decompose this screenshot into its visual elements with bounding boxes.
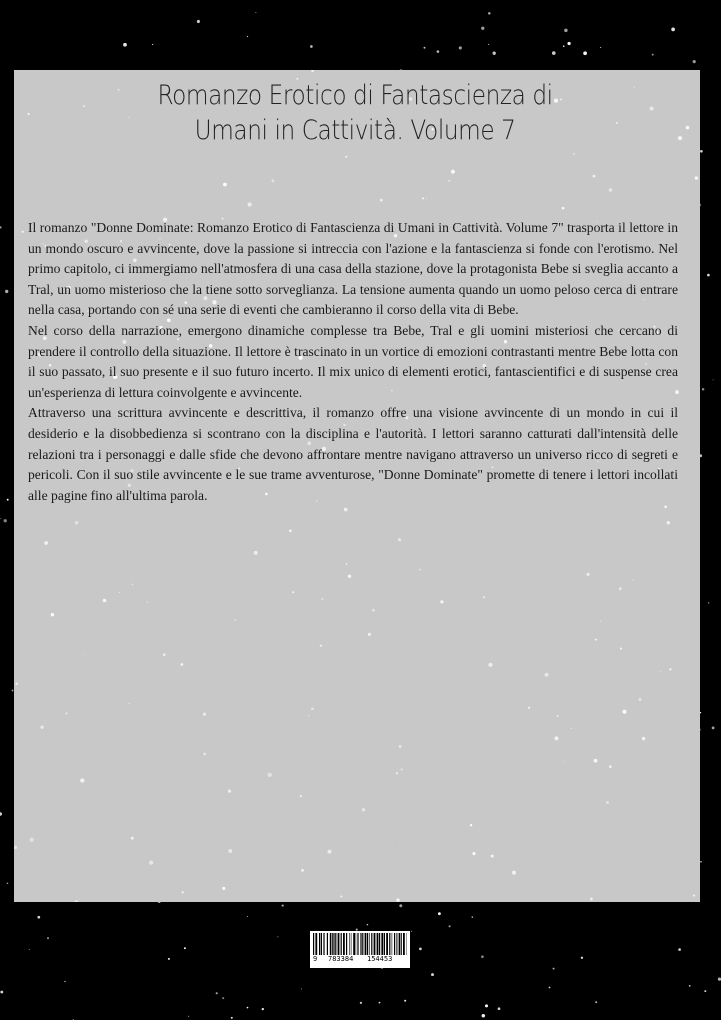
star-speck: [132, 584, 134, 586]
star-speck: [75, 521, 79, 525]
star-speck: [300, 795, 302, 797]
star-speck: [563, 45, 565, 47]
star-speck: [552, 51, 556, 55]
star-speck: [609, 188, 613, 192]
star-speck: [367, 924, 369, 926]
star-speck: [254, 551, 258, 555]
star-speck: [75, 900, 78, 902]
star-speck: [0, 226, 2, 228]
star-speck: [671, 28, 675, 32]
barcode-bar: [399, 933, 400, 955]
star-speck: [340, 896, 342, 898]
star-speck: [29, 949, 30, 950]
star-speck: [622, 710, 626, 714]
star-speck: [712, 726, 715, 729]
star-speck: [564, 29, 567, 32]
star-speck: [344, 508, 348, 512]
barcode-bar: [313, 933, 314, 955]
star-speck: [488, 44, 489, 45]
star-speck: [689, 985, 691, 987]
barcode-bars: [313, 933, 407, 955]
star-speck: [600, 47, 601, 48]
star-speck: [419, 948, 422, 951]
star-speck: [345, 156, 347, 158]
star-speck: [639, 698, 642, 701]
star-speck: [223, 183, 227, 187]
star-speck: [64, 981, 65, 982]
star-speck: [554, 736, 558, 740]
star-speck: [549, 987, 551, 989]
star-speck: [311, 707, 314, 710]
star-speck: [380, 199, 383, 202]
star-speck: [277, 936, 278, 937]
star-speck: [222, 997, 224, 999]
star-speck: [595, 1001, 597, 1003]
star-speck: [348, 575, 351, 578]
star-speck: [30, 838, 34, 842]
barcode-digit-group-1: 783384: [328, 955, 354, 963]
star-speck: [301, 869, 304, 872]
star-speck: [587, 573, 590, 576]
title-line-1: Romanzo Erotico di Fantascienza di: [157, 80, 553, 111]
star-speck: [419, 569, 421, 571]
barcode-bar: [362, 933, 363, 955]
star-speck: [247, 916, 248, 917]
star-speck: [667, 521, 671, 525]
barcode-bar: [386, 933, 388, 955]
star-speck: [448, 180, 450, 182]
barcode-bar: [353, 933, 355, 955]
star-speck: [131, 837, 134, 840]
star-speck: [498, 1007, 501, 1010]
star-speck: [262, 1008, 264, 1010]
star-speck: [593, 175, 596, 178]
description-paragraph-3: Attraverso una scrittura avvincente e descrittiva, il romanzo offre una visione avvincente di un mondo in cui il desiderio e la disobbedienza si scontrano con la disciplina e l'autorità. I lettori saranno catturati dall'intensità delle relazioni tra i personaggi e dalle sfide che devono affrontare mentre navigano attraverso un universo ricco di segreti e pericoli. Con il suo stile avvincente e le sue trame avventurose, "Donne Dominate" promette di tenere i lettori incollati alle pagine fino all'ultima parola.: [28, 405, 678, 503]
star-speck: [168, 958, 170, 960]
barcode-bar: [384, 933, 385, 955]
isbn-barcode: [310, 931, 410, 968]
star-speck: [606, 801, 609, 804]
star-speck: [203, 713, 206, 716]
star-speck: [595, 639, 597, 641]
star-speck: [440, 600, 443, 603]
barcode-bar: [321, 933, 322, 955]
star-speck: [80, 778, 84, 782]
star-speck: [562, 207, 565, 210]
star-speck: [182, 891, 184, 893]
star-speck: [702, 388, 705, 391]
star-speck: [485, 1004, 488, 1007]
star-speck: [308, 715, 309, 716]
star-speck: [310, 45, 313, 48]
star-speck: [228, 789, 231, 792]
star-speck: [512, 871, 516, 875]
barcode-bar: [333, 933, 334, 955]
barcode-bar: [315, 933, 317, 955]
star-speck: [609, 765, 612, 768]
barcode-bar: [324, 933, 325, 955]
star-speck: [482, 1014, 485, 1017]
star-speck: [346, 563, 348, 565]
barcode-bar: [351, 933, 352, 955]
star-speck: [695, 176, 698, 179]
star-speck: [149, 861, 153, 865]
barcode-bar: [357, 933, 358, 955]
star-speck: [650, 107, 654, 111]
star-speck: [360, 1002, 362, 1004]
star-speck: [372, 609, 375, 612]
star-speck: [216, 992, 218, 994]
barcode-bar: [396, 933, 397, 955]
star-speck: [567, 42, 570, 45]
star-speck: [301, 988, 302, 989]
star-speck: [4, 519, 7, 522]
star-speck: [493, 52, 496, 55]
star-speck: [362, 808, 365, 811]
star-speck: [422, 197, 424, 199]
star-speck: [700, 861, 702, 863]
star-speck: [581, 957, 583, 959]
star-speck: [152, 44, 153, 45]
barcode-bar: [401, 933, 402, 955]
barcode-bar: [341, 933, 342, 955]
barcode-bar: [323, 933, 324, 955]
barcode-bar: [360, 933, 361, 955]
book-description: [28, 218, 678, 506]
star-speck: [491, 855, 494, 858]
star-speck: [203, 753, 206, 756]
star-speck: [5, 290, 8, 293]
star-speck: [451, 170, 455, 174]
star-speck: [368, 633, 371, 636]
star-speck: [0, 812, 2, 816]
star-speck: [14, 846, 17, 850]
star-speck: [103, 599, 107, 603]
star-speck: [437, 50, 440, 53]
star-speck: [669, 668, 671, 670]
star-speck: [235, 619, 236, 620]
star-speck: [222, 887, 225, 890]
star-speck: [483, 596, 485, 598]
star-speck: [583, 51, 587, 55]
star-speck: [123, 43, 127, 47]
star-speck: [553, 968, 555, 970]
star-speck: [632, 580, 633, 581]
barcode-bar: [332, 933, 333, 955]
star-speck: [129, 703, 130, 704]
barcode-bar: [319, 933, 320, 955]
star-speck: [590, 898, 593, 901]
barcode-bar: [335, 933, 336, 955]
barcode-bar: [392, 933, 393, 955]
star-speck: [228, 849, 232, 853]
star-speck: [47, 937, 49, 939]
star-speck: [188, 1016, 189, 1017]
star-speck: [700, 712, 701, 713]
star-speck: [481, 955, 484, 958]
barcode-bar: [374, 933, 376, 955]
description-paragraph-1: Il romanzo "Donne Dominate: Romanzo Erotico di Fantascienza di Umani in Cattività. Volume 7" trasporta il lettore in un mondo oscuro e avvincente, dove la passione si intreccia con l'azione e la fantascienza si fonde con l'erotismo. Nel primo capitolo, ci immergiamo nell'atmosfera di una casa della stazione, dove la protagonista Bebe si sveglia accanto a Tral, un uomo misterioso che la tiene sotto sorveglianza. La tensione aumenta quando un uomo peloso cerca di entrare nella casa, portando con sé una serie di eventi che cambieranno il corso della vita di Bebe.: [28, 220, 678, 318]
star-speck: [44, 541, 48, 545]
star-speck: [83, 654, 84, 655]
star-speck: [472, 916, 474, 918]
star-speck: [7, 883, 9, 885]
title-line-2: Umani in Cattività. Volume 7: [194, 115, 516, 146]
star-speck: [320, 644, 323, 647]
star-speck: [713, 379, 714, 380]
back-cover-panel: [14, 70, 700, 902]
barcode-digit-prefix: 9: [313, 955, 318, 963]
star-speck: [401, 768, 403, 770]
star-speck: [399, 841, 400, 842]
barcode-bar: [377, 933, 379, 955]
barcode-bar: [343, 933, 345, 955]
star-speck: [488, 12, 490, 14]
star-speck: [700, 150, 703, 153]
star-speck: [247, 36, 248, 37]
barcode-bar: [381, 933, 383, 955]
star-speck: [642, 737, 645, 740]
star-speck: [396, 772, 398, 774]
star-speck: [678, 136, 682, 140]
barcode-bar: [346, 933, 347, 955]
star-speck: [573, 153, 574, 154]
star-speck: [15, 683, 18, 686]
star-speck: [65, 712, 67, 714]
star-speck: [686, 126, 690, 130]
barcode-bar: [394, 933, 395, 955]
barcode-bar: [403, 933, 405, 955]
star-speck: [321, 598, 323, 600]
star-speck: [197, 20, 200, 23]
description-paragraph-2: Nel corso della narrazione, emergono dinamiche complesse tra Bebe, Tral e gli uomini misteriosi che cercano di prendere il controllo della situazione. Il lettore è trascinato in un vortice di emozioni contrastanti mentre Bebe lotta con il suo passato, il suo presente e il suo futuro incerto. Il mix unico di elementi erotici, fantascientifici e di suspense crea un'esperienza di lettura coinvolgente e avvincente.: [28, 322, 678, 400]
star-speck: [119, 592, 120, 593]
star-speck: [399, 904, 402, 907]
star-speck: [7, 499, 9, 501]
star-speck: [708, 602, 709, 603]
star-speck: [289, 529, 292, 532]
star-speck: [660, 671, 661, 672]
barcode-bar: [398, 933, 399, 955]
star-speck: [0, 518, 1, 519]
barcode-bar: [330, 933, 331, 955]
book-title: [60, 78, 650, 148]
star-speck: [40, 726, 43, 729]
barcode-bar: [356, 933, 357, 955]
star-speck: [528, 707, 530, 709]
star-speck: [704, 990, 706, 992]
star-speck: [396, 898, 399, 901]
star-speck: [404, 1000, 406, 1002]
star-speck: [0, 991, 3, 994]
star-speck: [28, 113, 30, 115]
star-speck: [594, 759, 598, 763]
star-speck: [311, 70, 314, 72]
star-speck: [147, 601, 148, 602]
star-speck: [268, 773, 272, 777]
barcode-bar: [369, 933, 370, 955]
star-speck: [399, 745, 402, 748]
star-speck: [438, 912, 441, 915]
star-speck: [693, 60, 696, 63]
star-speck: [693, 894, 695, 896]
star-speck: [564, 761, 565, 762]
star-speck: [426, 198, 427, 199]
star-speck: [181, 663, 184, 666]
star-speck: [163, 653, 166, 656]
star-speck: [707, 274, 710, 277]
star-speck: [255, 12, 256, 13]
star-speck: [247, 1007, 249, 1009]
star-speck: [51, 613, 54, 616]
barcode-bar: [338, 933, 340, 955]
star-speck: [470, 824, 472, 826]
barcode-bar: [371, 933, 372, 955]
barcode-bar: [379, 933, 380, 955]
star-speck: [271, 179, 274, 182]
star-speck: [571, 728, 572, 729]
star-speck: [231, 1017, 233, 1019]
star-speck: [411, 931, 412, 932]
barcode-bar: [389, 933, 390, 955]
barcode-digit-group-2: 154453: [367, 955, 393, 963]
star-speck: [431, 973, 434, 976]
star-speck: [481, 27, 484, 30]
star-speck: [379, 1002, 381, 1004]
star-speck: [620, 648, 622, 650]
star-speck: [557, 715, 559, 717]
star-speck: [449, 925, 451, 927]
barcode-bar: [349, 933, 350, 955]
star-speck: [282, 905, 284, 907]
star-speck: [652, 54, 654, 56]
star-speck: [678, 948, 681, 951]
barcode-digits: [310, 955, 410, 967]
star-speck: [424, 47, 426, 49]
star-speck: [545, 673, 549, 677]
barcode-bar: [327, 933, 328, 955]
barcode-bar: [365, 933, 367, 955]
star-speck: [488, 663, 492, 667]
star-speck: [37, 916, 40, 919]
star-speck: [398, 538, 401, 541]
star-speck: [22, 231, 24, 233]
star-speck: [472, 852, 475, 855]
star-speck: [619, 587, 622, 590]
star-speck: [247, 202, 251, 206]
star-speck: [184, 947, 186, 949]
star-speck: [600, 621, 601, 622]
star-speck: [459, 46, 462, 49]
star-speck: [292, 591, 294, 593]
star-speck: [327, 850, 331, 854]
barcode-bar: [367, 933, 368, 955]
